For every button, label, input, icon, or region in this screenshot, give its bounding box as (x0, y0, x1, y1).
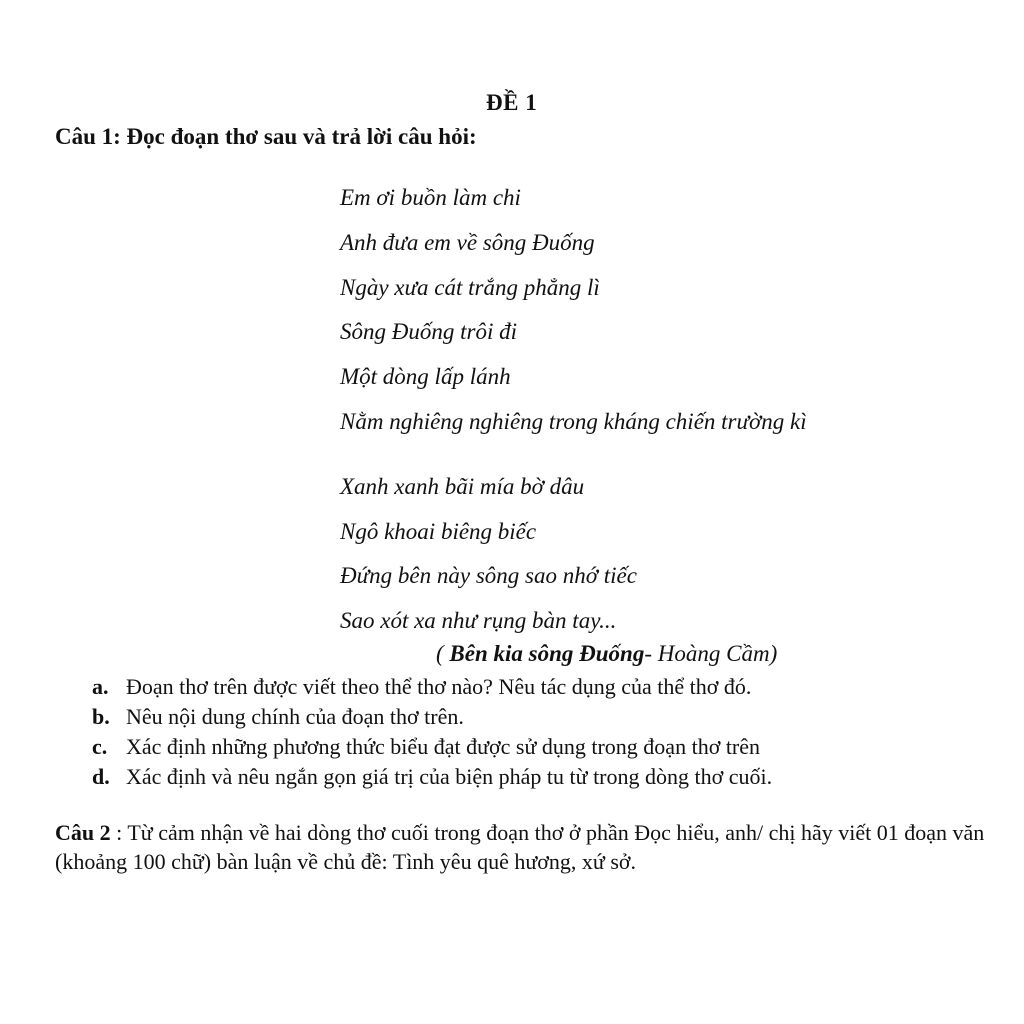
poem-line: Một dòng lấp lánh (340, 364, 511, 390)
poem-source (436, 641, 777, 667)
poem-line: Xanh xanh bãi mía bờ dâu (340, 473, 585, 499)
question-2 (55, 818, 985, 876)
item-text: Xác định và nêu ngắn gọn giá trị của biện pháp tu từ trong dòng thơ cuối. (126, 764, 773, 789)
poem-line: Nằm nghiêng nghiêng trong kháng chiến trường kì (340, 408, 807, 434)
poem-line: Ngô khoai biêng biếc (340, 518, 537, 544)
exam-title: ĐỀ 1 (486, 90, 538, 115)
poem (340, 178, 807, 646)
item-letter: c. (92, 734, 108, 759)
question-2-text: : Từ cảm nhận về hai dòng thơ cuối trong đoạn thơ ở phần Đọc hiểu, anh/ chị hãy viết 01 đoạn văn (khoảng 100 chữ) bàn luận về chủ đề: Tình yêu quê hương, xứ sở. (55, 820, 985, 874)
item-text: Nêu nội dung chính của đoạn thơ trên. (126, 704, 464, 729)
source-open-paren: ( (436, 641, 450, 666)
list-item (92, 732, 772, 762)
question-1-heading: Câu 1: Đọc đoạn thơ sau và trả lời câu hỏi: (55, 124, 477, 149)
list-item (92, 702, 772, 732)
poem-line: Ngày xưa cát trắng phẳng lì (340, 274, 600, 300)
list-item (92, 762, 772, 792)
poem-line: Sao xót xa như rụng bàn tay... (340, 608, 617, 634)
poem-line: Anh đưa em về sông Đuống (340, 229, 595, 255)
item-letter: a. (92, 674, 109, 699)
source-title: Bên kia sông Đuống (449, 641, 645, 666)
list-item (92, 672, 772, 702)
poem-line: Sông Đuống trôi đi (340, 319, 517, 345)
item-text: Đoạn thơ trên được viết theo thể thơ nào? Nêu tác dụng của thể thơ đó. (126, 674, 752, 699)
poem-line: Đứng bên này sông sao nhớ tiếc (340, 563, 637, 589)
stanza-gap (340, 447, 807, 467)
poem-line: Em ơi buồn làm chi (340, 185, 521, 210)
item-text: Xác định những phương thức biểu đạt được sử dụng trong đoạn thơ trên (126, 734, 761, 759)
source-author: - Hoàng Cầm) (644, 641, 778, 666)
item-letter: d. (92, 764, 110, 789)
question-1-list (92, 672, 772, 792)
item-letter: b. (92, 704, 110, 729)
question-2-label: Câu 2 (55, 820, 111, 845)
